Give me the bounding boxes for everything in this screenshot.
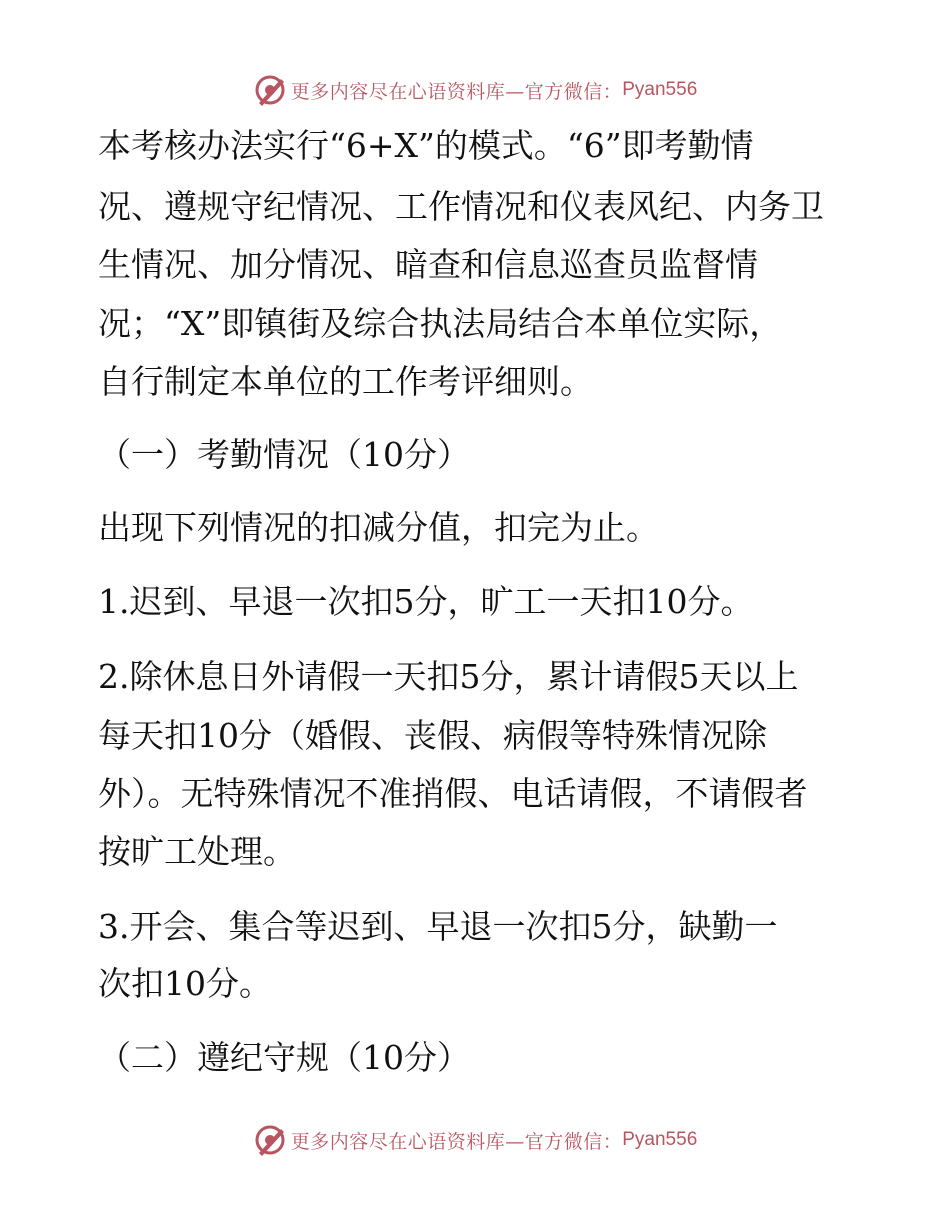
section-heading: （一）考勤情况（10分） [98,435,470,474]
watermark-text: 更多内容尽在心语资料库—官方微信： [290,80,623,103]
list-item: 1.迟到、早退一次扣5分，旷工一天扣10分。 [98,582,754,621]
text-line: 次扣10分。 [98,964,272,1003]
watermark-banner-bottom [0,1122,950,1158]
text-line: 出现下列情况的扣减分值，扣完为止。 [98,508,659,547]
text-line: 每天扣10分（婚假、丧假、病假等特殊情况除 [98,716,767,755]
text-line: 况、遵规守纪情况、工作情况和仪表风纪、内务卫 [98,187,824,226]
text-line: 生情况、加分情况、暗查和信息巡查员监督情 [98,245,758,284]
text-line: 自行制定本单位的工作考评细则。 [98,362,593,401]
watermark-wechat-id: Pyan556 [622,79,698,100]
pen-logo-icon [253,73,287,107]
list-item: 2.除休息日外请假一天扣5分，累计请假5天以上 [98,657,799,696]
watermark-wechat-id: Pyan556 [622,1129,698,1150]
section-heading: （二）遵纪守规（10分） [98,1038,470,1077]
text-line: 本考核办法实行“6+X”的模式。“6”即考勤情 [98,126,754,165]
text-line: 况；“X”即镇街及综合执法局结合本单位实际， [98,304,783,343]
list-item: 3.开会、集合等迟到、早退一次扣5分，缺勤一 [98,907,778,946]
pen-logo-icon [253,1123,287,1157]
watermark-banner-top [0,72,950,108]
text-line: 外）。无特殊情况不准捎假、电话请假，不请假者 [98,774,808,813]
text-line: 按旷工处理。 [98,832,296,871]
watermark-text: 更多内容尽在心语资料库—官方微信： [290,1130,623,1153]
